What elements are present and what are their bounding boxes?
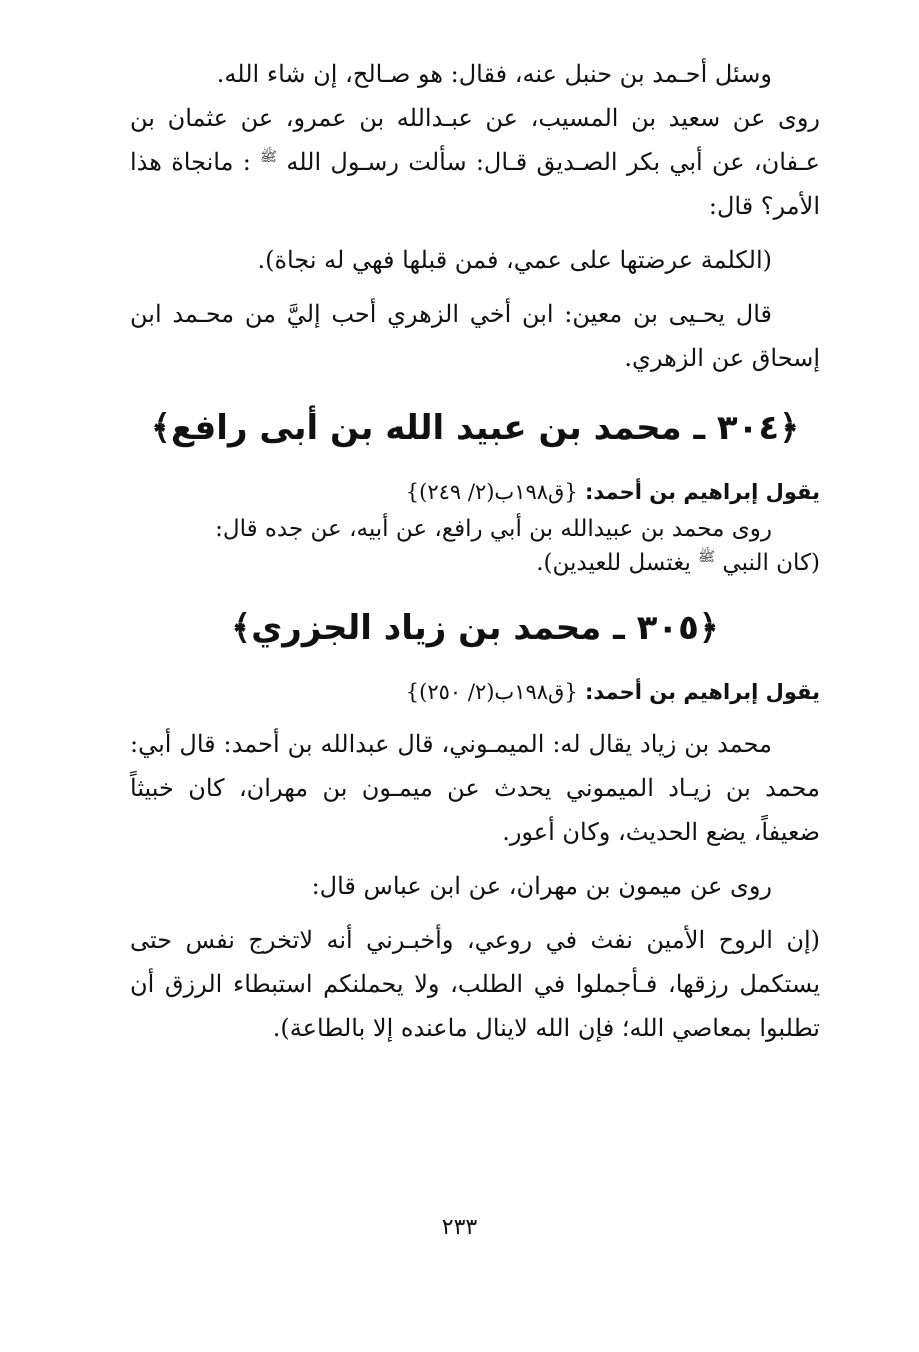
heading-305-text: ٣٠٥ ـ محمد بن زياد الجزري: [251, 608, 699, 648]
ornament-close: ﴾: [150, 408, 171, 448]
paragraph-maymuni: محمد بن زياد يقال له: الميمـوني، قال عبدالله بن أحمد: قال أبي: محمد بن زيـاد الميموني يحدث عن ميمـون بن مهران، كان خبيثاً ضعيفاً، يضع الحديث، وكان أعور.: [130, 730, 820, 846]
narration-text: روى عن سعيد بن المسيب، عن عبـدالله بن عمرو، عن عثمان بن عـفان، عن أبي بكر الصـديق قـال: سألت رسـول الله: [130, 104, 820, 176]
paragraph-hadith-eid: [130, 546, 820, 580]
ornament-open: ﴿: [779, 408, 800, 448]
source-reference: {ق١٩٨ب(٢/ ٢٥٠)}: [405, 680, 578, 704]
source-line-305: [130, 672, 820, 712]
source-reference: {ق١٩٨ب(٢/ ٢٤٩)}: [405, 480, 578, 504]
narration-question: : مانجاة هذا الأمر؟ قال:: [130, 148, 820, 220]
paragraph-narration-ibn-abbas: روى عن ميمون بن مهران، عن ابن عباس قال:: [311, 872, 772, 900]
paragraph-narration-abu-bakr: [130, 96, 820, 228]
section-heading-304: [130, 398, 820, 458]
source-label: يقول إبراهيم بن أحمد:: [585, 480, 820, 504]
hadith-eid-end: يغتسل للعيدين).: [536, 550, 691, 576]
paragraph-hadith-rizq: (إن الروح الأمين نفث في روعي، وأخبـرني أنه لاتخرج نفس حتى يستكمل رزقها، فـأجملوا في الطلب، ولا يحملنكم استبطاء الرزق أن تطلبوا بمعاصي الله؛ فإن الله لاينال ماعنده إلا بالطاعة).: [130, 926, 820, 1042]
paragraph-hadith-quote: (الكلمة عرضتها على عمي، فمن قبلها فهي له نجاة).: [257, 246, 772, 274]
ornament-close: ﴾: [231, 608, 252, 648]
section-heading-305: [130, 598, 820, 658]
page-body: [130, 52, 820, 1050]
pbuh-honorific: ﷺ: [698, 549, 716, 566]
source-line-304: [130, 472, 820, 512]
ornament-open: ﴿: [698, 608, 719, 648]
paragraph-narration-304: روى محمد بن عبيدالله بن أبي رافع، عن أبيه، عن جده قال:: [215, 516, 772, 542]
page-number: ٢٣٣: [441, 1215, 478, 1240]
source-label: يقول إبراهيم بن أحمد:: [585, 680, 820, 704]
paragraph-ahmad-opinion: وسئل أحـمد بن حنبل عنه، فقال: هو صـالح، إن شاء الله.: [216, 60, 772, 88]
pbuh-honorific: ﷺ: [260, 149, 278, 165]
heading-304-text: ٣٠٤ ـ محمد بن عبيد الله بن أبى رافع: [170, 408, 780, 448]
paragraph-ibn-maeen: قال يحـيى بن معين: ابن أخي الزهري أحب إليَّ من محـمد ابن إسحاق عن الزهري.: [130, 300, 820, 372]
hadith-eid-start: (كان النبي: [722, 550, 820, 576]
